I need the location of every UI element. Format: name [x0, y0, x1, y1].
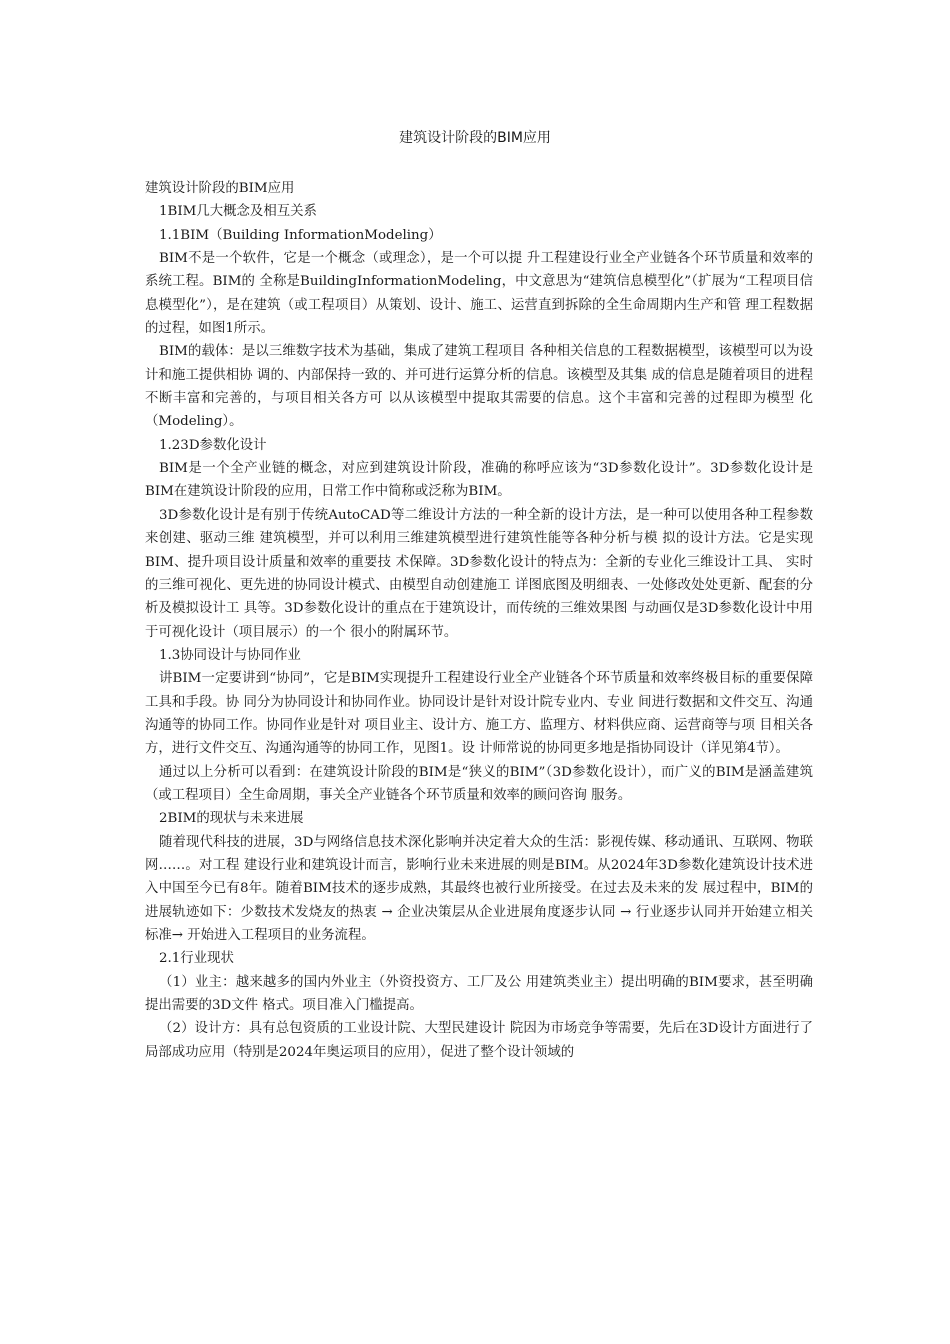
subsection-heading: 1.23D参数化设计 — [159, 437, 267, 453]
paragraph: BIM是一个全产业链的概念，对应到建筑设计阶段，准确的称呼应该为“3D参数化设计”。3D参数化设计是BIM在建筑设计阶段的应用，日常工作中简称或泛称为BIM。 — [145, 461, 813, 500]
subsection-heading: 1.1BIM（Building InformationModeling） — [159, 227, 442, 243]
paragraph: 随着现代科技的进展，3D与网络信息技术深化影响并决定着大众的生活：影视传媒、移动通讯、互联网、物联网……。对工程 建设行业和建筑设计而言，影响行业未来进展的则是BIM。从2024年3D参数化建筑设计技术进入中国至今已有8年。随着BIM技术的逐步成熟，其最终也被行业所接受。在过去及未来的发 展过程中，BIM的进展轨迹如下：少数技术发烧友的热衷 → 企业决策层从企业进展角度逐步认同 → 行业逐步认同并开始建立相关标准→ 开始进入工程项目的业务流程。 — [145, 834, 813, 943]
subsection-heading: 2.1行业现状 — [159, 951, 234, 967]
paragraph: （1）业主：越来越多的国内外业主（外资投资方、工厂及公 用建筑类业主）提出明确的BIM要求，甚至明确提出需要的3D文件 格式。项目准入门槛提高。 — [145, 974, 813, 1014]
document-body — [145, 177, 813, 1064]
paragraph: 3D参数化设计是有别于传统AutoCAD等二维设计方法的一种全新的设计方法，是一种可以使用各种工程参数来创建、驱动三维 建筑模型，并可以利用三维建筑模型进行建筑性能等各种分析与模 拟的设计方法。它是实现BIM、提升项目设计质量和效率的重要技 术保障。3D参数化设计的特点为：全新的专业化三维设计工具、 实时的三维可视化、更先进的协同设计模式、由模型自动创建施工 详图底图及明细表、一处修改处处更新、配套的分析及模拟设计工 具等。3D参数化设计的重点在于建筑设计，而传统的三维效果图 与动画仅是3D参数化设计中用于可视化设计（项目展示）的一个 很小的附属环节。 — [145, 507, 813, 640]
subsection-heading: 1.3协同设计与协同作业 — [159, 647, 301, 663]
paragraph: BIM不是一个软件，它是一个概念（或理念），是一个可以提 升工程建设行业全产业链各个环节质量和效率的系统工程。BIM的 全称是BuildingInformationModeling，中文意思为“建筑信息模型化”（扩展为“工程项目信息模型化”），是在建筑（或工程项目）从策划、设计、施工、运营直到拆除的全生命周期内生产和管 理工程数据的过程，如图1所示。 — [145, 251, 813, 337]
paragraph: 讲BIM一定要讲到“协同”，它是BIM实现提升工程建设行业全产业链各个环节质量和效率终极目标的重要保障工具和手段。协 同分为协同设计和协同作业。协同设计是针对设计院专业内、专业 间进行数据和文件交互、沟通沟通等的协同工作。协同作业是针对 项目业主、设计方、施工方、监理方、材料供应商、运营商等与项 目相关各方，进行文件交互、沟通沟通等的协同工作，见图1。设 计师常说的协同更多地是指协同设计（详见第4节）。 — [145, 671, 813, 757]
paragraph: 通过以上分析可以看到：在建筑设计阶段的BIM是“狭义的BIM”（3D参数化设计），而广义的BIM是涵盖建筑（或工程项目）全生命周期，事关全产业链各个环节质量和效率的顾问咨询 服务。 — [145, 764, 813, 803]
section-heading: 2BIM的现状与未来进展 — [159, 811, 304, 827]
document-title: 建筑设计阶段的BIM应用 — [399, 130, 551, 146]
paragraph: BIM的载体：是以三维数字技术为基础，集成了建筑工程项目 各种相关信息的工程数据模型，该模型可以为设计和施工提供相协 调的、内部保持一致的、并可进行运算分析的信息。该模型及其集 成的信息是随着项目的进程不断丰富和完善的，与项目相关各方可 以从该模型中提取其需要的信息。这个丰富和完善的过程即为模型 化（Modeling）。 — [145, 344, 813, 430]
paragraph: （2）设计方：具有总包资质的工业设计院、大型民建设计 院因为市场竞争等需要，先后在3D设计方面进行了局部成功应用（特别是2024年奥运项目的应用），促进了整个设计领域的 — [145, 1021, 813, 1060]
section-heading: 1BIM几大概念及相互关系 — [159, 204, 317, 220]
article-heading: 建筑设计阶段的BIM应用 — [145, 181, 295, 196]
